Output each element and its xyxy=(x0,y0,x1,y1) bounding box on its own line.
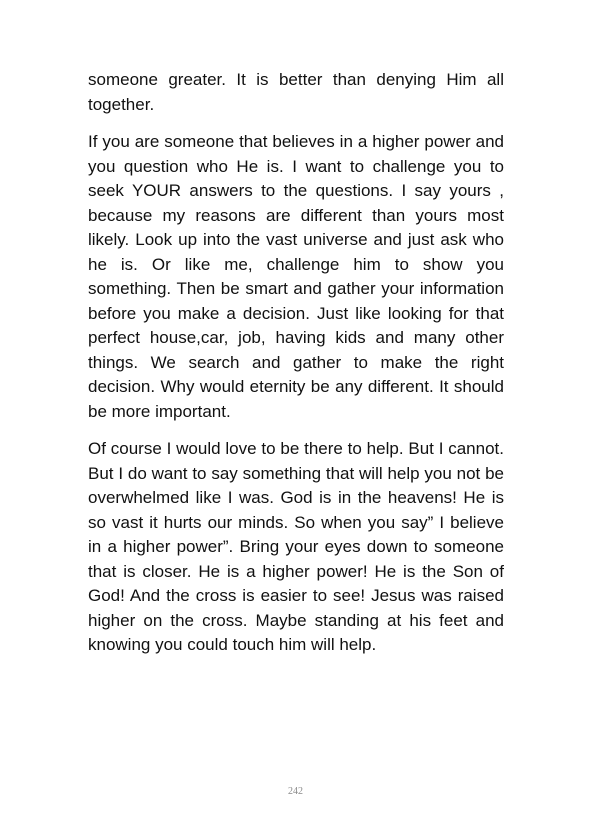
paragraph-3: Of course I would love to be there to help. But I cannot. But I do want to say something that will help you not be overwhelmed like I was. God is in the heavens! He is so vast it hurts our minds. So when you say” I believe in a higher power”. Bring your eyes down to someone that is closer. He is a higher power! He is the Son of God! And the cross is easier to see! Jesus was raised higher on the cross. Maybe standing at his feet and knowing you could touch him will help. xyxy=(88,439,504,654)
page-number: 242 xyxy=(288,786,303,797)
paragraph-2: If you are someone that believes in a higher power and you question who He is. I want to challenge you to seek YOUR answers to the questions. I say yours , because my reasons are different than yours most likely. Look up into the vast universe and just ask who he is. Or like me, challenge him to show you something. Then be smart and gather your information before you make a decision. Just like looking for that perfect house,car, job, having kids and many other things. We search and gather to make the right decision. Why would eternity be any different. It should be more important. xyxy=(88,132,504,421)
body-text xyxy=(88,68,504,671)
paragraph-1: someone greater. It is better than denying Him all together. xyxy=(88,70,504,114)
